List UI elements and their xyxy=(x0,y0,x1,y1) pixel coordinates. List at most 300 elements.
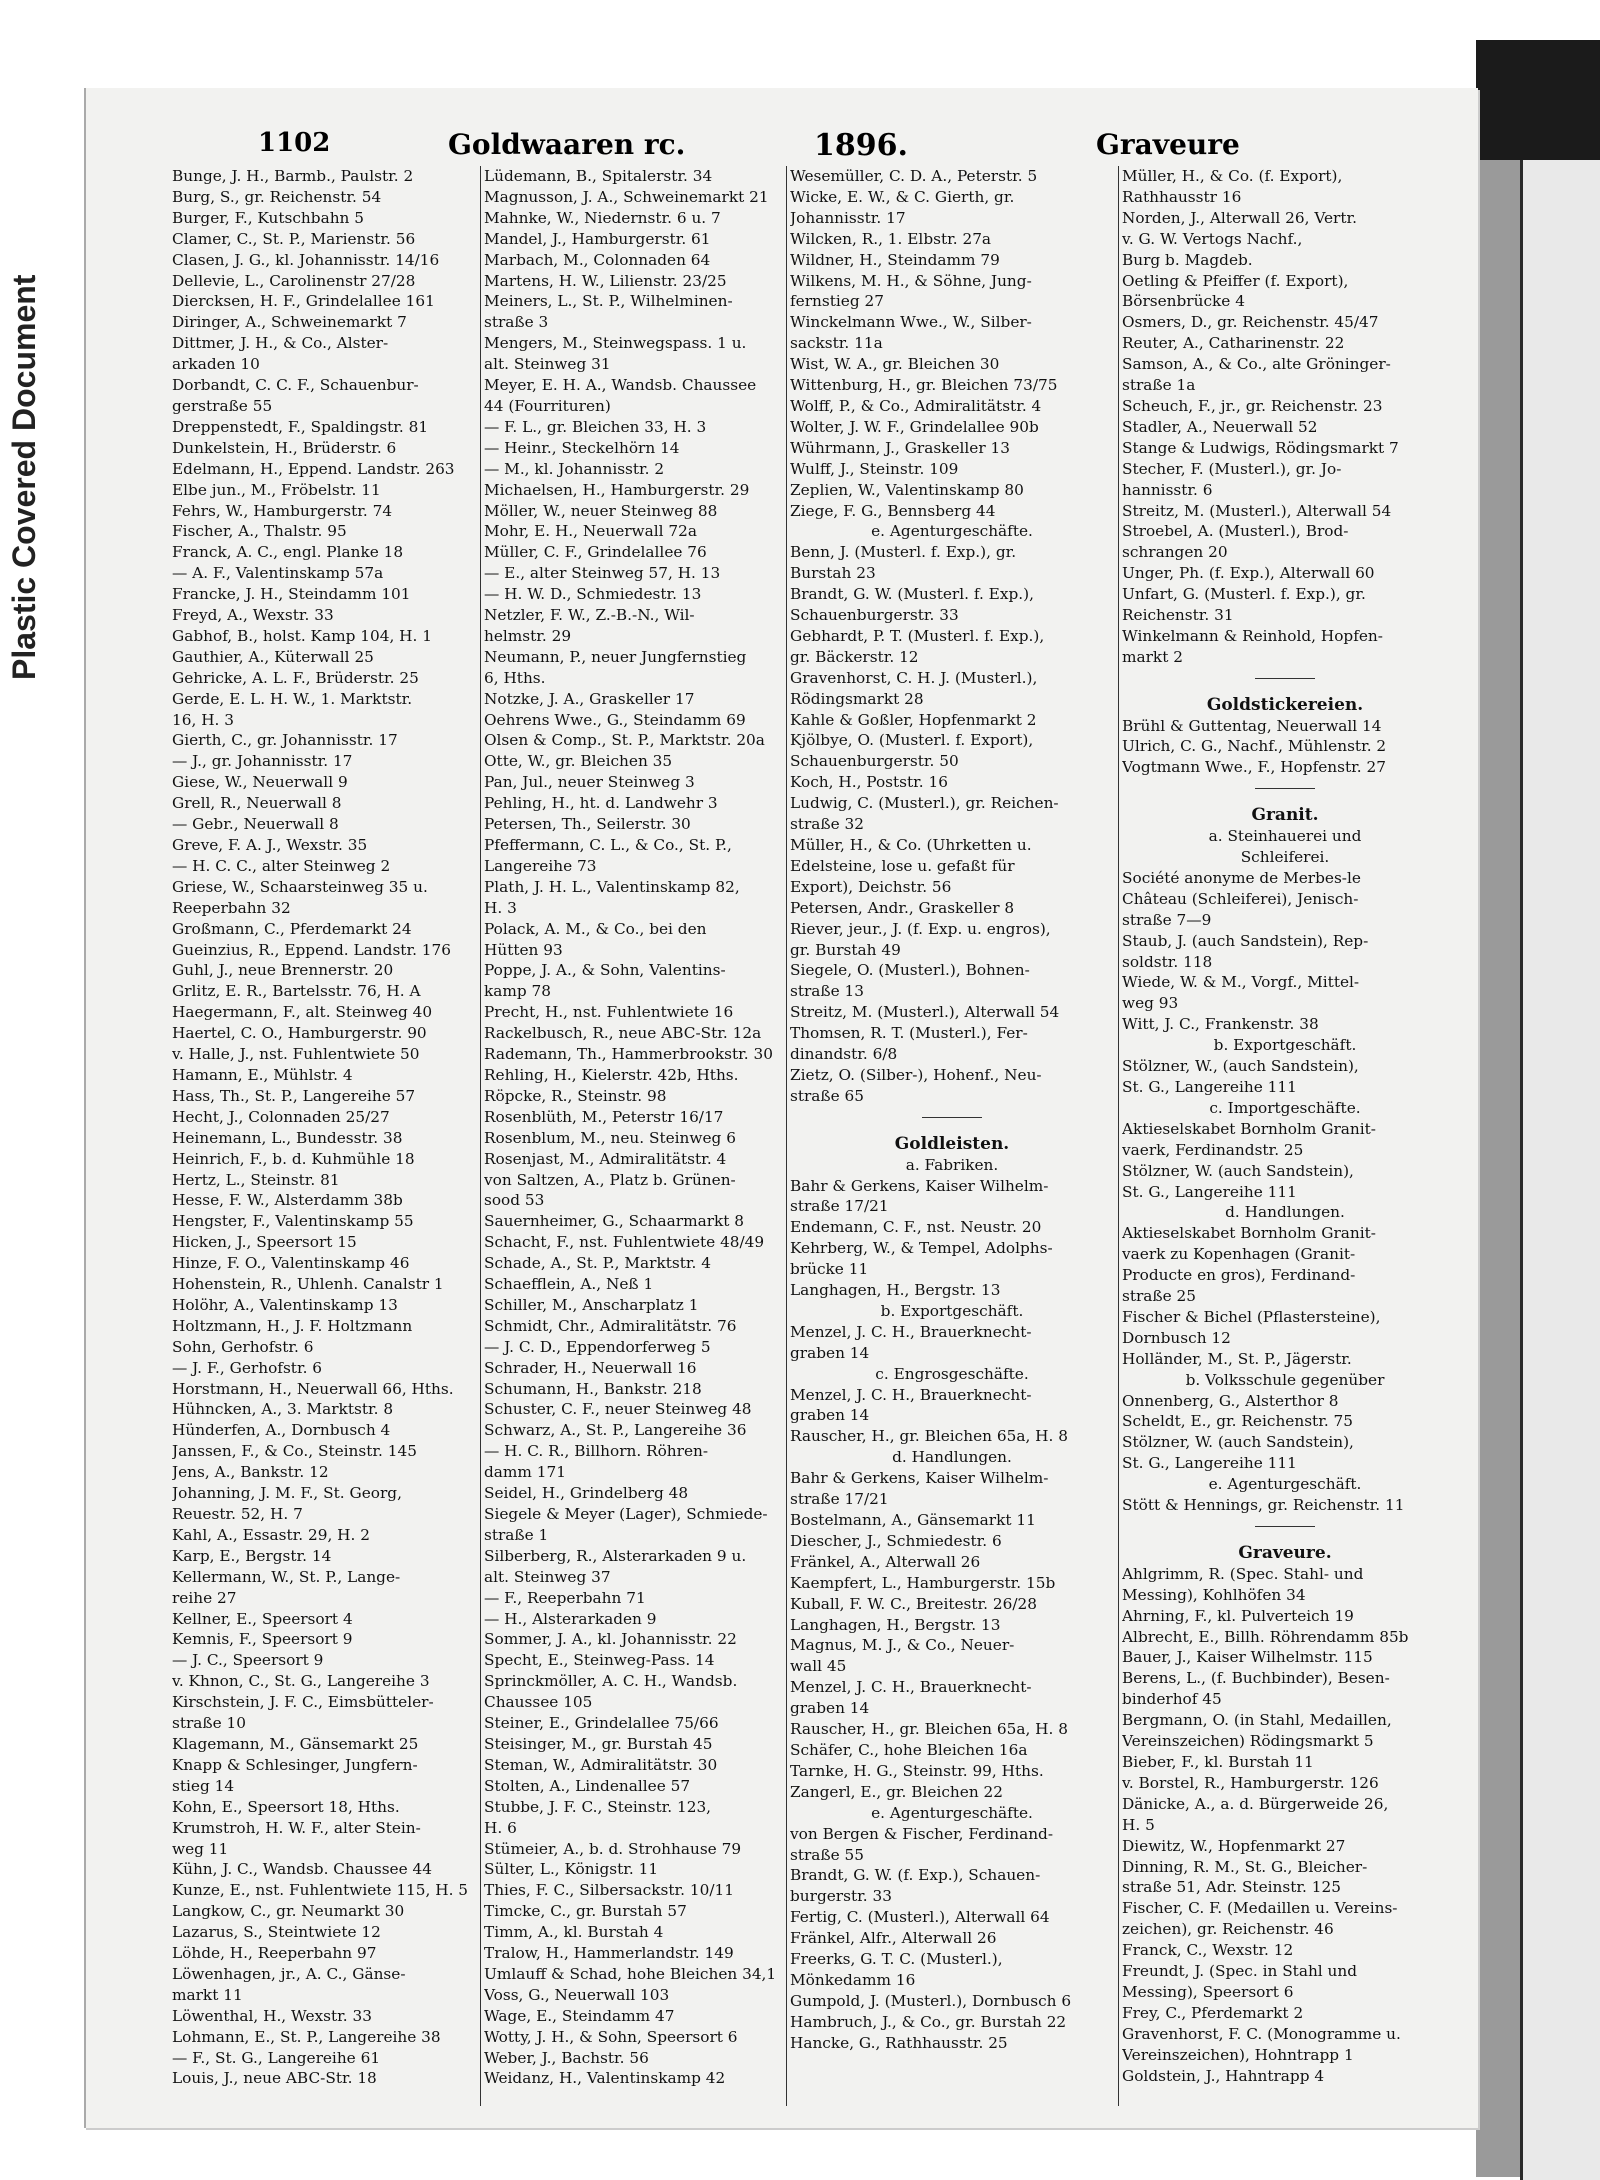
directory-entry-line: v. Borstel, R., Hamburgerstr. 126 xyxy=(1122,1773,1379,1792)
directory-entry-line: Ahlgrimm, R. (Spec. Stahl- und xyxy=(1122,1564,1364,1583)
directory-entry-line: Reuestr. 52, H. 7 xyxy=(172,1505,303,1523)
column-divider xyxy=(480,166,481,2106)
directory-entry-line: Johanning, J. M. F., St. Georg, xyxy=(172,1484,402,1503)
directory-entry-line: Schauenburgerstr. 50 xyxy=(790,752,959,771)
directory-entry-line: Goldstein, J., Hahntrapp 4 xyxy=(1122,2066,1325,2085)
directory-entry-line: Brandt, G. W. (Musterl. f. Exp.), xyxy=(790,585,1034,604)
directory-entry-line: Hengster, F., Valentinskamp 55 xyxy=(172,1212,414,1231)
directory-entry-line: Plath, J. H. L., Valentinskamp 82, xyxy=(484,877,740,896)
directory-entry-line: Diewitz, W., Hopfenmarkt 27 xyxy=(1122,1836,1346,1855)
section-rule xyxy=(1122,1516,1448,1537)
directory-entry-line: Export), Deichstr. 56 xyxy=(790,877,952,896)
directory-entry-line: Haertel, C. O., Hamburgerstr. 90 xyxy=(172,1024,427,1043)
directory-entry-line: Dunkelstein, H., Brüderstr. 6 xyxy=(172,438,397,457)
directory-entry-line: Stroebel, A. (Musterl.), Brod- xyxy=(1122,522,1349,541)
directory-entry-line: Mandel, J., Hamburgerstr. 61 xyxy=(484,229,711,248)
directory-entry-line: Ulrich, C. G., Nachf., Mühlenstr. 2 xyxy=(1122,737,1387,756)
directory-entry-line: gerstraße 55 xyxy=(172,396,273,415)
directory-entry-line: Holländer, M., St. P., Jägerstr. xyxy=(1122,1349,1352,1368)
directory-entry-line: Wulff, J., Steinstr. 109 xyxy=(790,459,959,478)
directory-entry-line: — J., gr. Johannisstr. 17 xyxy=(172,752,353,771)
directory-entry-line: Siegele & Meyer (Lager), Schmiede- xyxy=(484,1505,768,1523)
directory-entry-line: Wolff, P., & Co., Admiralitätstr. 4 xyxy=(790,396,1042,415)
directory-entry-line: Hütten 93 xyxy=(484,940,563,959)
directory-entry-line: Kellner, E., Speersort 4 xyxy=(172,1609,353,1628)
directory-entry-line: graben 14 xyxy=(790,1343,870,1362)
directory-entry-line: Holöhr, A., Valentinskamp 13 xyxy=(172,1295,398,1314)
directory-entry-line: Silberberg, R., Alsterarkaden 9 u. xyxy=(484,1546,747,1565)
directory-entry-line: Menzel, J. C. H., Brauerknecht- xyxy=(790,1322,1032,1341)
directory-entry-line: 16, H. 3 xyxy=(172,710,234,729)
directory-entry-line: Wührmann, J., Graskeller 13 xyxy=(790,438,1011,457)
directory-entry-line: Hass, Th., St. P., Langereihe 57 xyxy=(172,1086,416,1105)
directory-entry-line: Burg b. Magdeb. xyxy=(1122,250,1253,269)
section-rule xyxy=(1122,778,1448,799)
directory-entry-line: Umlauff & Schad, hohe Bleichen 34,1 xyxy=(484,1964,777,1983)
directory-entry-line: Bahr & Gerkens, Kaiser Wilhelm- xyxy=(790,1176,1049,1195)
directory-entry-line: Röpcke, R., Steinstr. 98 xyxy=(484,1086,667,1105)
directory-entry-line: Gauthier, A., Küterwall 25 xyxy=(172,647,374,666)
directory-entry-line: straße 3 xyxy=(484,313,549,332)
column-3 xyxy=(790,166,1114,2106)
directory-entry-line: Hühncken, A., 3. Marktstr. 8 xyxy=(172,1400,394,1419)
directory-entry-line: schrangen 20 xyxy=(1122,543,1228,562)
directory-entry-line: Francke, J. H., Steindamm 101 xyxy=(172,585,411,604)
directory-entry-line: Müller, C. F., Grindelallee 76 xyxy=(484,543,707,562)
directory-entry-line: Albrecht, E., Billh. Röhrendamm 85b xyxy=(1122,1627,1409,1646)
directory-entry-line: v. Halle, J., nst. Fuhlentwiete 50 xyxy=(172,1045,420,1064)
directory-entry-line: Rackelbusch, R., neue ABC-Str. 12a xyxy=(484,1024,762,1043)
directory-entry-line: Börsenbrücke 4 xyxy=(1122,292,1245,311)
directory-entry-line: Magnusson, J. A., Schweinemarkt 21 xyxy=(484,187,769,206)
directory-entry-line: Kehrberg, W., & Tempel, Adolphs- xyxy=(790,1239,1053,1258)
directory-entry-line: Reeperbahn 32 xyxy=(172,898,291,917)
directory-entry-line: — H. W. D., Schmiedestr. 13 xyxy=(484,585,702,604)
directory-entry-line: Griese, W., Schaarsteinweg 35 u. xyxy=(172,877,428,896)
directory-entry-line: Schacht, F., nst. Fuhlentwiete 48/49 xyxy=(484,1233,765,1252)
directory-entry-line: Onnenberg, G., Alsterthor 8 xyxy=(1122,1391,1339,1410)
document-page xyxy=(84,88,1478,2128)
directory-entry-line: Freundt, J. (Spec. in Stahl und xyxy=(1122,1962,1358,1981)
directory-entry-line: Schäfer, C., hohe Bleichen 16a xyxy=(790,1740,1028,1759)
directory-entry-line: Wage, E., Steindamm 47 xyxy=(484,2006,675,2025)
directory-entry-line: Brandt, G. W. (f. Exp.), Schauen- xyxy=(790,1866,1041,1885)
directory-entry-line: Stümeier, A., b. d. Strohhause 79 xyxy=(484,1839,742,1858)
directory-entry-line: Diringer, A., Schweinemarkt 7 xyxy=(172,313,407,332)
directory-entry-line: alt. Steinweg 31 xyxy=(484,355,611,374)
directory-entry-line: Giese, W., Neuerwall 9 xyxy=(172,773,348,792)
directory-entry-line: zeichen), gr. Reichenstr. 46 xyxy=(1122,1920,1334,1939)
directory-entry-line: straße 65 xyxy=(790,1086,865,1105)
directory-entry-line: straße 25 xyxy=(1122,1287,1197,1306)
next-page-edge xyxy=(1520,160,1600,2180)
directory-entry-line: Löhde, H., Reeperbahn 97 xyxy=(172,1944,377,1963)
left-running-title: Goldwaaren rc. xyxy=(448,128,686,161)
directory-entry-line: Gravenhorst, C. H. J. (Musterl.), xyxy=(790,668,1038,687)
directory-entry-line: Seidel, H., Grindelberg 48 xyxy=(484,1484,689,1503)
directory-entry-line: gr. Bäckerstr. 12 xyxy=(790,647,919,666)
directory-entry-line: Langhagen, H., Bergstr. 13 xyxy=(790,1281,1001,1300)
directory-entry-line: Edelmann, H., Eppend. Landstr. 263 xyxy=(172,459,455,478)
directory-entry-line: Clasen, J. G., kl. Johannisstr. 14/16 xyxy=(172,250,440,269)
directory-entry-line: von Bergen & Fischer, Ferdinand- xyxy=(790,1824,1054,1843)
subsection-heading: a. Fabriken. xyxy=(905,1155,999,1174)
directory-entry-line: Specht, E., Steinweg-Pass. 14 xyxy=(484,1651,715,1670)
directory-entry-line: hannisstr. 6 xyxy=(1122,480,1213,499)
column-2 xyxy=(484,166,782,2106)
directory-entry-line: 6, Hths. xyxy=(484,668,546,687)
directory-entry-line: Endemann, C. F., nst. Neustr. 20 xyxy=(790,1218,1042,1237)
directory-entry-line: kamp 78 xyxy=(484,982,552,1001)
directory-entry-line: Messing), Kohlhöfen 34 xyxy=(1122,1585,1306,1604)
subsection-heading: Schleiferei. xyxy=(1240,848,1330,866)
directory-entry-line: Louis, J., neue ABC-Str. 18 xyxy=(172,2069,377,2088)
directory-entry-line: Rosenjast, M., Admiralitätstr. 4 xyxy=(484,1149,727,1168)
directory-entry-line: Elbe jun., M., Fröbelstr. 11 xyxy=(172,480,381,499)
directory-entry-line: Gueinzius, R., Eppend. Landstr. 176 xyxy=(172,940,451,959)
directory-entry-line: Marbach, M., Colonnaden 64 xyxy=(484,250,711,269)
directory-entry-line: Lazarus, S., Steintwiete 12 xyxy=(172,1923,381,1942)
directory-entry-line: Diercksen, H. F., Grindelallee 161 xyxy=(172,292,435,311)
directory-entry-line: graben 14 xyxy=(790,1406,870,1425)
directory-entry-line: Kohn, E., Speersort 18, Hths. xyxy=(172,1797,400,1816)
directory-entry-line: Unfart, G. (Musterl. f. Exp.), gr. xyxy=(1122,585,1366,604)
directory-entry-line: straße 32 xyxy=(790,815,865,834)
directory-entry-line: — F., St. G., Langereihe 61 xyxy=(172,2048,381,2067)
directory-entry-line: Streitz, M. (Musterl.), Alterwall 54 xyxy=(1122,501,1392,520)
page-header xyxy=(86,128,1478,164)
directory-entry-line: Gerde, E. L. H. W., 1. Marktstr. xyxy=(172,689,413,708)
directory-entry-line: Petersen, Andr., Graskeller 8 xyxy=(790,898,1015,917)
directory-entry-line: straße 17/21 xyxy=(790,1197,889,1216)
directory-entry-line: Gierth, C., gr. Johannisstr. 17 xyxy=(172,731,398,750)
directory-entry-line: Stadler, A., Neuerwall 52 xyxy=(1122,417,1318,436)
scan-dark-band xyxy=(1476,40,1600,160)
sidebar-label: Plastic Covered Document xyxy=(6,274,42,680)
directory-entry-line: Grlitz, E. R., Bartelsstr. 76, H. A xyxy=(172,982,421,1001)
directory-entry-line: Vereinszeichen) Rödingsmarkt 5 xyxy=(1122,1732,1374,1751)
directory-entry-line: Precht, H., nst. Fuhlentwiete 16 xyxy=(484,1003,734,1022)
subsection-heading: b. Volksschule gegenüber xyxy=(1185,1370,1385,1389)
directory-entry-line: vaerk, Ferdinandstr. 25 xyxy=(1122,1140,1304,1159)
section-heading: Granit. xyxy=(1251,805,1319,826)
directory-entry-line: Möller, W., neuer Steinweg 88 xyxy=(484,501,718,520)
directory-entry-line: Menzel, J. C. H., Brauerknecht- xyxy=(790,1385,1032,1404)
directory-entry-line: Notzke, J. A., Graskeller 17 xyxy=(484,689,695,708)
directory-entry-line: vaerk zu Kopenhagen (Granit- xyxy=(1122,1245,1356,1264)
directory-entry-line: Gehricke, A. L. F., Brüderstr. 25 xyxy=(172,668,419,687)
directory-entry-line: Menzel, J. C. H., Brauerknecht- xyxy=(790,1678,1032,1697)
directory-entry-line: reihe 27 xyxy=(172,1588,237,1607)
directory-entry-line: Heinrich, F., b. d. Kuhmühle 18 xyxy=(172,1149,415,1168)
directory-entry-line: Zietz, O. (Silber-), Hohenf., Neu- xyxy=(790,1065,1042,1084)
directory-entry-line: Schmidt, Chr., Admiralitätstr. 76 xyxy=(484,1316,737,1335)
directory-entry-line: damm 171 xyxy=(484,1463,566,1482)
directory-entry-line: Wotty, J. H., & Sohn, Speersort 6 xyxy=(484,2027,738,2046)
directory-entry-line: Ahrning, F., kl. Pulverteich 19 xyxy=(1122,1606,1354,1625)
directory-entry-line: Dänicke, A., a. d. Bürgerweide 26, xyxy=(1122,1794,1389,1813)
sidebar-label-strip xyxy=(0,120,46,700)
directory-entry-line: Poppe, J. A., & Sohn, Valentins- xyxy=(484,961,726,980)
directory-entry-line: Martens, H. W., Lilienstr. 23/25 xyxy=(484,271,727,290)
directory-entry-line: Société anonyme de Merbes-le xyxy=(1122,868,1361,887)
directory-entry-line: Schauenburgerstr. 33 xyxy=(790,606,959,625)
directory-entry-line: Ziege, F. G., Bennsberg 44 xyxy=(790,501,996,520)
directory-entry-line: St. G., Langereihe 111 xyxy=(1122,1454,1297,1473)
section-rule xyxy=(790,1107,1114,1128)
directory-entry-line: Langkow, C., gr. Neumarkt 30 xyxy=(172,1902,405,1921)
directory-entry-line: Sauernheimer, G., Schaarmarkt 8 xyxy=(484,1212,745,1231)
directory-entry-line: Messing), Speersort 6 xyxy=(1122,1982,1294,2001)
directory-entry-line: Vogtmann Wwe., F., Hopfenstr. 27 xyxy=(1122,758,1386,777)
directory-entry-line: Unger, Ph. (f. Exp.), Alterwall 60 xyxy=(1122,564,1375,583)
subsection-heading: d. Handlungen. xyxy=(1225,1203,1345,1222)
directory-entry-line: Gumpold, J. (Musterl.), Dornbusch 6 xyxy=(790,1991,1072,2010)
directory-entry-line: Benn, J. (Musterl. f. Exp.), gr. xyxy=(790,543,1017,562)
directory-entry-line: Staub, J. (auch Sandstein), Rep- xyxy=(1122,931,1369,950)
directory-entry-line: Otte, W., gr. Bleichen 35 xyxy=(484,752,673,771)
directory-entry-line: stieg 14 xyxy=(172,1776,235,1795)
directory-entry-line: Burger, F., Kutschbahn 5 xyxy=(172,208,364,227)
directory-entry-line: Freyd, A., Wexstr. 33 xyxy=(172,606,334,625)
directory-entry-line: Krumstroh, H. W. F., alter Stein- xyxy=(172,1818,421,1837)
directory-entry-line: Tralow, H., Hammerlandstr. 149 xyxy=(484,1944,734,1963)
directory-entry-line: Hicken, J., Speersort 15 xyxy=(172,1233,357,1252)
directory-entry-line: Streitz, M. (Musterl.), Alterwall 54 xyxy=(790,1003,1060,1022)
directory-entry-line: Bahr & Gerkens, Kaiser Wilhelm- xyxy=(790,1469,1049,1488)
directory-entry-line: straße 7—9 xyxy=(1122,910,1212,929)
directory-entry-line: Weber, J., Bachstr. 56 xyxy=(484,2048,649,2067)
directory-entry-line: Müller, H., & Co. (Uhrketten u. xyxy=(790,836,1032,854)
directory-entry-line: Fränkel, Alfr., Alterwall 26 xyxy=(790,1929,997,1948)
subsection-heading: e. Agenturgeschäft. xyxy=(1208,1475,1362,1494)
directory-entry-line: Rademann, Th., Hammerbrookstr. 30 xyxy=(484,1045,773,1064)
directory-entry-line: sackstr. 11a xyxy=(790,334,883,353)
directory-entry-line: Netzler, F. W., Z.-B.-N., Wil- xyxy=(484,606,695,625)
directory-entry-line: Petersen, Th., Seilerstr. 30 xyxy=(484,815,691,834)
directory-entry-line: Fertig, C. (Musterl.), Alterwall 64 xyxy=(790,1908,1050,1927)
section-heading: Goldleisten. xyxy=(894,1133,1010,1154)
directory-entry-line: Schumann, H., Bankstr. 218 xyxy=(484,1379,702,1398)
directory-entry-line: Franck, A. C., engl. Planke 18 xyxy=(172,543,404,562)
directory-entry-line: Mahnke, W., Niedernstr. 6 u. 7 xyxy=(484,208,721,227)
directory-entry-line: Stecher, F. (Musterl.), gr. Jo- xyxy=(1122,459,1342,478)
directory-entry-line: Dreppenstedt, F., Spaldingstr. 81 xyxy=(172,417,429,436)
directory-entry-line: Fränkel, A., Alterwall 26 xyxy=(790,1552,981,1571)
directory-entry-line: Olsen & Comp., St. P., Marktstr. 20a xyxy=(484,731,765,750)
directory-entry-line: Tarnke, H. G., Steinstr. 99, Hths. xyxy=(790,1761,1044,1780)
directory-entry-line: Reuter, A., Catharinenstr. 22 xyxy=(1122,334,1345,353)
directory-entry-line: brücke 11 xyxy=(790,1260,869,1279)
directory-entry-line: Norden, J., Alterwall 26, Vertr. xyxy=(1122,208,1358,227)
directory-entry-line: Michaelsen, H., Hamburgerstr. 29 xyxy=(484,480,750,499)
directory-entry-line: wall 45 xyxy=(790,1657,847,1676)
page-number: 1102 xyxy=(258,128,331,158)
directory-entry-line: — J. C., Speersort 9 xyxy=(172,1651,324,1670)
directory-entry-line: markt 2 xyxy=(1122,647,1183,666)
directory-entry-line: — H. C. R., Billhorn. Röhren- xyxy=(484,1442,709,1461)
directory-entry-line: Hertz, L., Steinstr. 81 xyxy=(172,1170,340,1189)
subsection-heading: b. Exportgeschäft. xyxy=(880,1301,1024,1320)
directory-entry-line: Timm, A., kl. Burstah 4 xyxy=(484,1923,664,1942)
subsection-heading: e. Agenturgeschäfte. xyxy=(871,522,1033,541)
subsection-heading: c. Engrosgeschäfte. xyxy=(875,1364,1029,1383)
directory-entry-line: Franck, C., Wexstr. 12 xyxy=(1122,1941,1294,1960)
directory-entry-line: weg 11 xyxy=(172,1839,229,1858)
directory-entry-line: helmstr. 29 xyxy=(484,626,572,645)
directory-entry-line: Wicke, E. W., & C. Gierth, gr. xyxy=(790,187,1015,206)
directory-entry-line: Osmers, D., gr. Reichenstr. 45/47 xyxy=(1122,313,1379,332)
directory-entry-line: — F., Reeperbahn 71 xyxy=(484,1588,646,1607)
directory-entry-line: Winkelmann & Reinhold, Hopfen- xyxy=(1122,626,1383,645)
directory-entry-line: Mengers, M., Steinwegspass. 1 u. xyxy=(484,334,747,353)
directory-entry-line: Langhagen, H., Bergstr. 13 xyxy=(790,1615,1001,1634)
directory-entry-line: Reichenstr. 31 xyxy=(1122,606,1234,625)
directory-entry-line: Wittenburg, H., gr. Bleichen 73/75 xyxy=(790,376,1058,395)
directory-entry-line: Fischer & Bichel (Pflastersteine), xyxy=(1122,1307,1381,1326)
directory-entry-line: Fehrs, W., Hamburgerstr. 74 xyxy=(172,501,393,520)
directory-entry-line: von Saltzen, A., Platz b. Grünen- xyxy=(484,1170,736,1189)
directory-entry-line: binderhof 45 xyxy=(1122,1690,1222,1709)
directory-entry-line: Meiners, L., St. P., Wilhelminen- xyxy=(484,292,733,311)
directory-entry-line: Johannisstr. 17 xyxy=(790,208,906,227)
directory-entry-line: Stölzner, W. (auch Sandstein), xyxy=(1122,1161,1354,1180)
directory-entry-line: Grell, R., Neuerwall 8 xyxy=(172,794,342,813)
directory-entry-line: Lüdemann, B., Spitalerstr. 34 xyxy=(484,167,713,185)
directory-entry-line: Kaempfert, L., Hamburgerstr. 15b xyxy=(790,1573,1056,1592)
directory-entry-line: Wesemüller, C. D. A., Peterstr. 5 xyxy=(790,167,1038,185)
directory-entry-line: Kjölbye, O. (Musterl. f. Export), xyxy=(790,731,1034,750)
directory-entry-line: Kunze, E., nst. Fuhlentwiete 115, H. 5 xyxy=(172,1881,469,1900)
directory-entry-line: v. G. W. Vertogs Nachf., xyxy=(1122,229,1303,248)
directory-entry-line: Horstmann, H., Neuerwall 66, Hths. xyxy=(172,1379,454,1398)
directory-entry-line: Janssen, F., & Co., Steinstr. 145 xyxy=(172,1442,417,1461)
directory-entry-line: H. 5 xyxy=(1122,1815,1155,1834)
directory-entry-line: Frey, C., Pferdemarkt 2 xyxy=(1122,2003,1304,2022)
subsection-heading: c. Importgeschäfte. xyxy=(1209,1098,1361,1117)
directory-entry-line: — Gebr., Neuerwall 8 xyxy=(172,815,339,834)
directory-entry-line: Zeplien, W., Valentinskamp 80 xyxy=(790,480,1024,499)
directory-entry-line: Großmann, C., Pferdemarkt 24 xyxy=(172,919,412,938)
directory-entry-line: — J. F., Gerhofstr. 6 xyxy=(172,1358,323,1377)
directory-entry-line: Wolter, J. W. F., Grindelallee 90b xyxy=(790,417,1039,436)
directory-entry-line: Stange & Ludwigs, Rödingsmarkt 7 xyxy=(1122,438,1399,457)
directory-entry-line: Freerks, G. T. C. (Musterl.), xyxy=(790,1950,1003,1969)
directory-entry-line: Jens, A., Bankstr. 12 xyxy=(172,1463,329,1482)
directory-entry-line: Burstah 23 xyxy=(790,564,876,583)
directory-entry-line: Steiner, E., Grindelallee 75/66 xyxy=(484,1714,719,1733)
directory-entry-line: Pehling, H., ht. d. Landwehr 3 xyxy=(484,794,718,813)
directory-entry-line: Magnus, M. J., & Co., Neuer- xyxy=(790,1636,1015,1655)
directory-entry-line: — H. C. C., alter Steinweg 2 xyxy=(172,856,391,875)
directory-entry-line: Gabhof, B., holst. Kamp 104, H. 1 xyxy=(172,626,432,645)
directory-entry-line: Schaefflein, A., Neß 1 xyxy=(484,1275,654,1294)
directory-entry-line: H. 3 xyxy=(484,898,517,917)
directory-entry-line: straße 13 xyxy=(790,982,865,1001)
directory-entry-line: Klagemann, M., Gänsemarkt 25 xyxy=(172,1734,419,1753)
column-divider xyxy=(1118,166,1119,2106)
directory-entry-line: Greve, F. A. J., Wexstr. 35 xyxy=(172,836,368,854)
directory-entry-line: Haegermann, F., alt. Steinweg 40 xyxy=(172,1003,433,1022)
directory-entry-line: Neumann, P., neuer Jungfernstieg xyxy=(484,647,747,666)
directory-entry-line: soldstr. 118 xyxy=(1122,952,1213,971)
directory-entry-line: Müller, H., & Co. (f. Export), xyxy=(1122,167,1343,185)
directory-entry-line: Karp, E., Bergstr. 14 xyxy=(172,1546,332,1565)
directory-entry-line: Dellevie, L., Carolinenstr 27/28 xyxy=(172,271,416,290)
directory-entry-line: Rosenblüth, M., Peterstr 16/17 xyxy=(484,1107,724,1126)
directory-entry-line: Scheuch, F., jr., gr. Reichenstr. 23 xyxy=(1122,396,1383,415)
directory-entry-line: straße 55 xyxy=(790,1845,865,1864)
section-heading: Graveure. xyxy=(1238,1542,1332,1563)
directory-entry-line: Mönkedamm 16 xyxy=(790,1970,916,1989)
directory-entry-line: Hünderfen, A., Dornbusch 4 xyxy=(172,1421,391,1440)
directory-entry-line: Ludwig, C. (Musterl.), gr. Reichen- xyxy=(790,794,1059,813)
directory-entry-line: Heinemann, L., Bundesstr. 38 xyxy=(172,1128,403,1147)
directory-entry-line: — F. L., gr. Bleichen 33, H. 3 xyxy=(484,417,707,436)
directory-entry-line: Gravenhorst, F. C. (Monogramme u. xyxy=(1122,2024,1401,2043)
directory-entry-line: straße 17/21 xyxy=(790,1490,889,1509)
directory-entry-line: Voss, G., Neuerwall 103 xyxy=(484,1985,670,2004)
directory-entry-line: Guhl, J., neue Brennerstr. 20 xyxy=(172,961,394,980)
directory-entry-line: weg 93 xyxy=(1122,994,1179,1013)
directory-entry-line: Hamann, E., Mühlstr. 4 xyxy=(172,1065,353,1084)
directory-entry-line: Dittmer, J. H., & Co., Alster- xyxy=(172,334,389,353)
directory-entry-line: Kirschstein, J. F. C., Eimsbütteler- xyxy=(172,1693,434,1712)
directory-entry-line: Rödingsmarkt 28 xyxy=(790,689,924,708)
directory-entry-line: Diescher, J., Schmiedestr. 6 xyxy=(790,1531,1002,1550)
directory-entry-line: dinandstr. 6/8 xyxy=(790,1045,898,1064)
directory-entry-line: Gebhardt, P. T. (Musterl. f. Exp.), xyxy=(790,626,1045,645)
directory-entry-line: Hancke, G., Rathhausstr. 25 xyxy=(790,2033,1008,2052)
section-heading: Goldstickereien. xyxy=(1206,694,1364,715)
directory-entry-line: Stölzner, W., (auch Sandstein), xyxy=(1122,1057,1359,1076)
directory-entry-line: Stubbe, J. F. C., Steinstr. 123, xyxy=(484,1797,712,1816)
directory-entry-line: Bieber, F., kl. Burstah 11 xyxy=(1122,1752,1314,1771)
directory-entry-line: Timcke, C., gr. Burstah 57 xyxy=(484,1902,687,1921)
directory-columns xyxy=(86,166,1478,2116)
scan-right-background xyxy=(1476,40,1600,2177)
directory-entry-line: Knapp & Schlesinger, Jungfern- xyxy=(172,1755,418,1774)
directory-entry-line: Steisinger, M., gr. Burstah 45 xyxy=(484,1734,713,1753)
directory-entry-line: v. Khnon, C., St. G., Langereihe 3 xyxy=(172,1672,430,1691)
directory-entry-line: Fischer, C. F. (Medaillen u. Vereins- xyxy=(1122,1899,1398,1918)
directory-entry-line: Schrader, H., Neuerwall 16 xyxy=(484,1358,697,1377)
directory-entry-line: fernstieg 27 xyxy=(790,292,884,311)
column-divider xyxy=(786,166,787,2106)
column-4 xyxy=(1122,166,1448,2106)
right-running-title: Graveure xyxy=(1096,128,1240,161)
directory-entry-line: St. G., Langereihe 111 xyxy=(1122,1077,1297,1096)
directory-entry-line: Witt, J. C., Frankenstr. 38 xyxy=(1122,1015,1319,1034)
directory-entry-line: Riever, jeur., J. (f. Exp. u. engros), xyxy=(790,919,1051,938)
directory-entry-line: Wiede, W. & M., Vorgf., Mittel- xyxy=(1122,973,1360,992)
directory-entry-line: Edelsteine, lose u. gefaßt für xyxy=(790,856,1015,875)
directory-entry-line: Pfeffermann, C. L., & Co., St. P., xyxy=(484,836,732,854)
directory-entry-line: Wist, W. A., gr. Bleichen 30 xyxy=(790,355,1000,374)
directory-entry-line: Oehrens Wwe., G., Steindamm 69 xyxy=(484,710,746,729)
directory-entry-line: Hesse, F. W., Alsterdamm 38b xyxy=(172,1191,403,1210)
subsection-heading: b. Exportgeschäft. xyxy=(1213,1036,1357,1055)
directory-entry-line: Stött & Hennings, gr. Reichenstr. 11 xyxy=(1122,1496,1405,1515)
directory-entry-line: Oetling & Pfeiffer (f. Export), xyxy=(1122,271,1349,290)
directory-entry-line: Pan, Jul., neuer Steinweg 3 xyxy=(484,773,695,792)
directory-entry-line: Hecht, J., Colonnaden 25/27 xyxy=(172,1107,390,1126)
directory-entry-line: straße 51, Adr. Steinstr. 125 xyxy=(1122,1878,1341,1897)
directory-entry-line: Bergmann, O. (in Stahl, Medaillen, xyxy=(1122,1711,1392,1730)
directory-entry-line: Steman, W., Admiralitätstr. 30 xyxy=(484,1755,718,1774)
directory-entry-line: Rosenblum, M., neu. Steinweg 6 xyxy=(484,1128,736,1147)
directory-entry-line: Polack, A. M., & Co., bei den xyxy=(484,919,707,938)
